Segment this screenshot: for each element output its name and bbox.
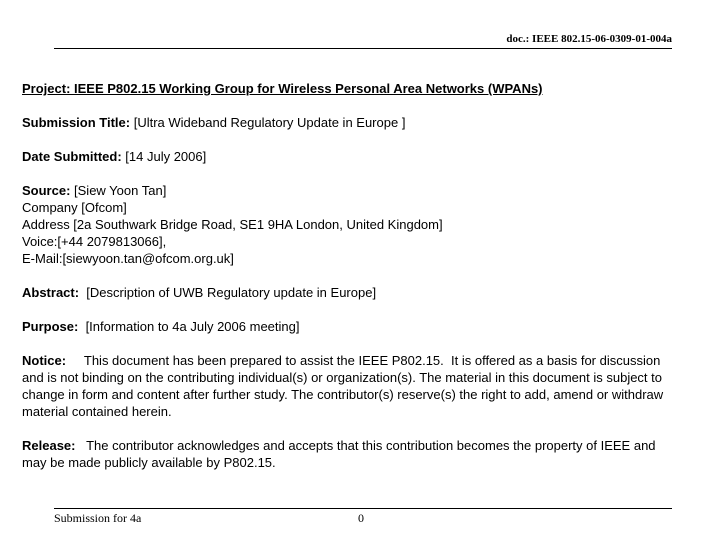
submission-title-label: Submission Title:: [22, 115, 131, 130]
source-line: [22, 182, 682, 199]
notice-label: Notice:: [22, 353, 67, 368]
footer-rule: [54, 508, 672, 509]
purpose-label: Purpose:: [22, 319, 79, 334]
release-value: The contributor acknowledges and accepts that this contribution becomes the property of IEEE and may be made publicly available by P802.15.: [22, 438, 660, 470]
source-address: Address [2a Southwark Bridge Road, SE1 9HA London, United Kingdom]: [22, 217, 443, 232]
project-title: Project: IEEE P802.15 Working Group for Wireless Personal Area Networks (WPANs): [22, 81, 543, 96]
abstract-value: [Description of UWB Regulatory update in Europe]: [79, 285, 377, 300]
document-id: doc.: IEEE 802.15-06-0309-01-004a: [506, 33, 672, 45]
document-body: [22, 80, 682, 488]
date-submitted-field: [22, 148, 682, 165]
source-email: E-Mail:[siewyoon.tan@ofcom.org.uk]: [22, 251, 234, 266]
date-submitted-label: Date Submitted:: [22, 149, 122, 164]
notice-value: This document has been prepared to assist the IEEE P802.15. It is offered as a basis for discussion and is not binding on the contributing individual(s) or organization(s). The material in this document is subject to change in form and content after further study. The contributor(s) reserve(s) the right to add, amend or withdraw material contained herein.: [22, 353, 667, 419]
footer-submission: Submission for 4a: [54, 511, 142, 525]
source-label: Source:: [22, 183, 71, 198]
release-field: [22, 437, 682, 471]
page-number: 0: [358, 511, 364, 525]
purpose-value: [Information to 4a July 2006 meeting]: [78, 319, 300, 334]
abstract-label: Abstract:: [22, 285, 80, 300]
abstract-field: [22, 284, 682, 301]
submission-title-value: [Ultra Wideband Regulatory Update in Europe ]: [130, 115, 406, 130]
header-rule: [54, 48, 672, 49]
submission-title-field: [22, 114, 682, 131]
notice-field: [22, 352, 682, 420]
date-submitted-value: [14 July 2006]: [121, 149, 207, 164]
purpose-field: [22, 318, 682, 335]
source-voice: Voice:[+44 2079813066],: [22, 234, 167, 249]
source-company: Company [Ofcom]: [22, 200, 127, 215]
source-name: [Siew Yoon Tan]: [70, 183, 167, 198]
release-label: Release:: [22, 438, 76, 453]
source-block: [22, 182, 682, 267]
